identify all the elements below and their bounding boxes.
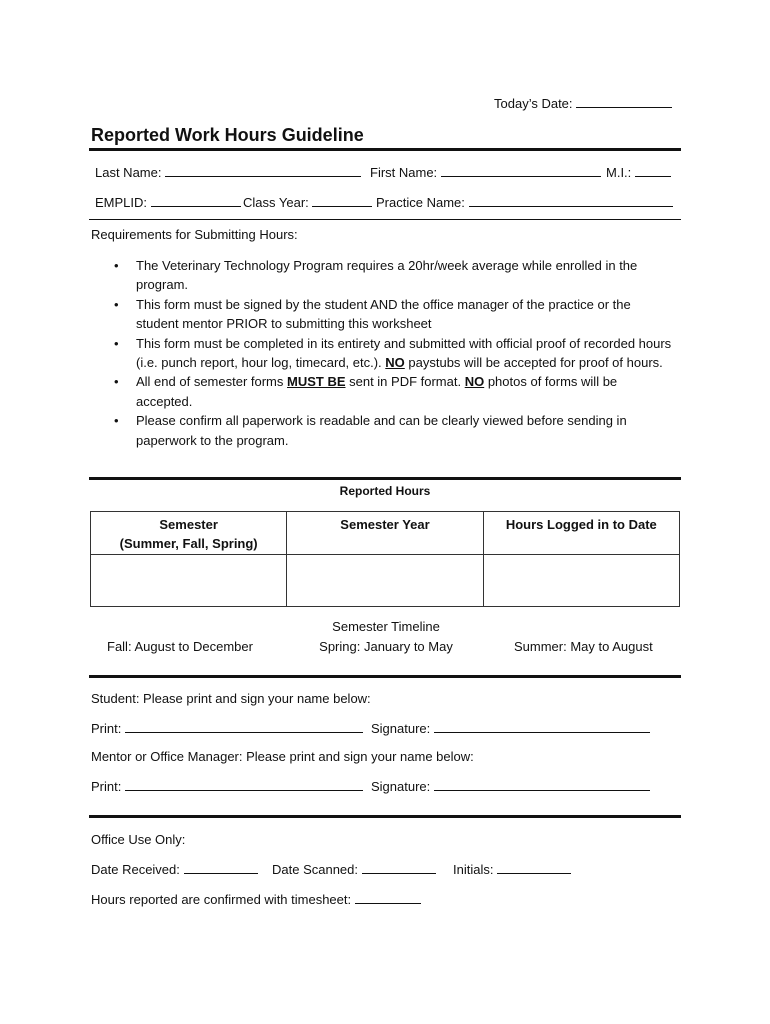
column-header-semester: Semester (Summer, Fall, Spring) (91, 512, 287, 555)
last-name-field (95, 164, 361, 181)
student-signature-line[interactable] (434, 720, 650, 733)
first-name-field (370, 164, 601, 181)
student-instruction: Student: Please print and sign your name below: (91, 691, 371, 706)
signature-label: Signature: (371, 779, 431, 794)
date-scanned-label: Date Scanned: (272, 862, 359, 877)
emplid-label: EMPLID: (95, 195, 148, 210)
reported-hours-caption: Reported Hours (339, 484, 431, 498)
requirements-heading: Requirements for Submitting Hours: (91, 227, 298, 242)
practice-name-label: Practice Name: (376, 195, 465, 210)
mentor-print-line[interactable] (125, 778, 363, 791)
table-row (91, 555, 680, 607)
mi-line[interactable] (635, 164, 671, 177)
timesheet-confirmed-label: Hours reported are confirmed with timesheet: (91, 892, 352, 907)
reported-hours-table (90, 511, 680, 607)
first-name-line[interactable] (441, 164, 601, 177)
list-item: • All end of semester forms MUST BE sent in PDF format. NO photos of forms will be accepted. (114, 374, 618, 409)
date-received-label: Date Received: (91, 862, 180, 877)
mi-field (606, 164, 671, 181)
column-header-hours-logged: Hours Logged in to Date (483, 512, 679, 555)
last-name-label: Last Name: (95, 165, 162, 180)
mentor-print-field (91, 778, 363, 795)
date-scanned-field (272, 861, 436, 878)
practice-name-line[interactable] (469, 194, 673, 207)
list-item: • This form must be signed by the student AND the office manager of the practice or the student mentor PRIOR to submitting this worksheet (114, 296, 631, 332)
initials-label: Initials: (453, 862, 494, 877)
timeline-fall: Fall: August to December (107, 639, 253, 654)
print-label: Print: (91, 779, 122, 794)
mentor-signature-field (371, 778, 650, 795)
emplid-field (95, 194, 241, 211)
office-use-heading: Office Use Only: (91, 832, 186, 847)
timesheet-confirmed-field (91, 891, 421, 908)
list-item: • Please confirm all paperwork is readable and can be clearly viewed before sending in paperwork to the program. (114, 413, 627, 448)
emplid-line[interactable] (151, 194, 241, 207)
class-year-field (243, 194, 372, 211)
initials-line[interactable] (497, 861, 571, 874)
requirements-list (106, 256, 676, 450)
signature-label: Signature: (371, 721, 431, 736)
semester-cell[interactable] (91, 555, 287, 607)
requirements-divider (89, 477, 681, 480)
timesheet-confirmed-line[interactable] (355, 891, 421, 904)
class-year-line[interactable] (312, 194, 372, 207)
student-signature-field (371, 720, 650, 737)
initials-field (453, 861, 571, 878)
last-name-line[interactable] (165, 164, 361, 177)
hours-logged-cell[interactable] (483, 555, 679, 607)
list-item: • This form must be completed in its entirety and submitted with official proof of recorded hours (i.e. punch report, hour log, timecard, etc.). NO paystubs will be accepted for proof of hours. (114, 335, 672, 371)
date-scanned-line[interactable] (362, 861, 436, 874)
header-divider (89, 219, 681, 220)
practice-name-field (376, 194, 673, 211)
class-year-label: Class Year: (243, 195, 309, 210)
todays-date-line[interactable] (576, 95, 672, 108)
print-label: Print: (91, 721, 122, 736)
list-item: • The Veterinary Technology Program requires a 20hr/week average while enrolled in the program. (114, 258, 638, 293)
page-title: Reported Work Hours Guideline (91, 125, 364, 145)
mi-label: M.I.: (606, 165, 632, 180)
timeline-summer: Summer: May to August (514, 639, 653, 654)
student-print-line[interactable] (125, 720, 363, 733)
first-name-label: First Name: (370, 165, 438, 180)
title-divider (89, 148, 681, 151)
mentor-signature-line[interactable] (434, 778, 650, 791)
table-header-row (91, 512, 680, 555)
signature-divider (89, 815, 681, 818)
column-header-semester-year: Semester Year (287, 512, 483, 555)
todays-date-label: Today’s Date: (494, 96, 573, 111)
timeline-divider (89, 675, 681, 678)
semester-year-cell[interactable] (287, 555, 483, 607)
todays-date-field (494, 95, 672, 112)
date-received-line[interactable] (184, 861, 258, 874)
date-received-field (91, 861, 258, 878)
timeline-spring: Spring: January to May (319, 639, 453, 654)
timeline-heading: Semester Timeline (332, 619, 440, 634)
student-print-field (91, 720, 363, 737)
mentor-instruction: Mentor or Office Manager: Please print and sign your name below: (91, 749, 474, 764)
